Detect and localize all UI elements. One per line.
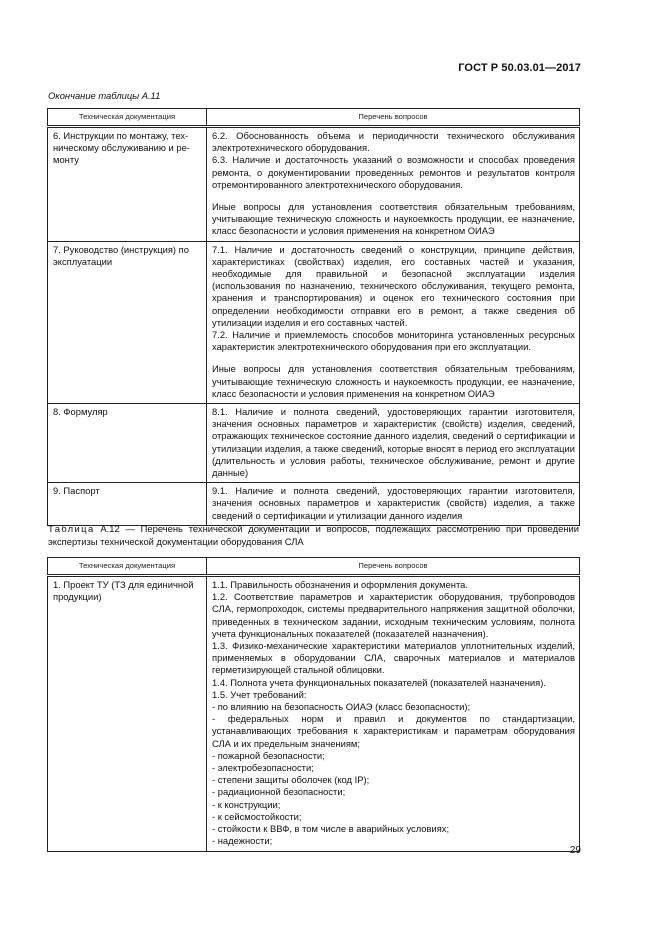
- column-header-documentation: Техническая документация: [48, 109, 207, 127]
- table-a12: [47, 557, 580, 852]
- table-a12-caption-label: Таблица: [48, 523, 95, 534]
- questions-cell: [207, 404, 580, 483]
- column-header-questions: Перечень вопросов: [207, 558, 580, 576]
- questions-paragraph: 6.2. Обоснованность объема и периодичности технического обслуживания электротехнического оборудования. 6.3. Наличие и достаточность указаний о возможности и способах проведения ремонта, о документировании проведенных ремонтов и результатов контроля отремонтированного электротехнического оборудования.: [212, 130, 575, 190]
- table-header-row: [48, 109, 580, 127]
- table-row: [48, 127, 580, 242]
- table-row: [48, 576, 580, 852]
- questions-paragraph: 7.1. Наличие и достаточность сведений о конструкции, принципе действия, характеристиках (свойствах) изделия, его составных частей и указания, необходимые для правильной и безопасной эксплуатации изделия (использования по назначению, технического обслуживания, текущего ремонта, хранения и транспортирования) и оценок его технического состояния при определении необходимости отправки его в ремонт, а также сведения об утилизации изделия и его составных частей. 7.2. Наличие и приемлемость способов мониторинга установленных ресурсных характеристик электротехнического оборудования при его эксплуатации.: [212, 243, 575, 353]
- documentation-cell: 1. Проект ТУ (ТЗ для единичной продукции): [48, 576, 207, 852]
- questions-paragraph: 1.1. Правильность обозначения и оформления документа. 1.2. Соответствие параметров и характеристик оборудования, трубопроводов СЛА, гермопроходок, системы предварительного напряжения защитной оболочки, приведенных в техническом задании, исходным техническим условиям, полнота учета функциональных показателей (показателей назначения). 1.3. Физико-механические характеристики материалов уплотнительных изделий, применяемых в оборудовании СЛА, сварочных материалов и материалов герметизирующей стальной облицовки. 1.4. Полнота учета функциональных показателей (показателей назначения). 1.5. Учет требований: - по влиянию на безопасность ОИАЭ (класс безопасности); - федеральных норм и правил и документов по стандартизации, устанавливающих требования к характеристикам и параметрам оборудования СЛА и их предельным значениям; - пожарной безопасности; - электробезопасности; - степени защиты оболочек (код IP); - радиационной безопасности; - к конструкции; - к сейсмостойкости; - стойкости к ВВФ, в том числе в аварийных условиях; - надежности;: [212, 579, 575, 847]
- column-header-documentation: Техническая документация: [48, 558, 207, 576]
- page-number: 29: [569, 845, 581, 856]
- table-header-row: [48, 558, 580, 576]
- table-a12-caption: [48, 523, 579, 548]
- questions-cell: [207, 241, 580, 403]
- table-row: [48, 404, 580, 483]
- documentation-cell: 6. Инструкции по монтажу, тех- ническому обслуживанию и ре- монту: [48, 127, 207, 242]
- questions-cell: [207, 483, 580, 526]
- table-a11: [47, 108, 580, 526]
- questions-paragraph: 9.1. Наличие и полнота сведений, удостоверяющих гарантии изготовителя, значения основных параметров и характеристик (свойств) изделия, а также сведений о сертификации и утилизации данного изделия: [212, 485, 575, 521]
- documentation-cell: 9. Паспорт: [48, 483, 207, 526]
- questions-paragraph: 8.1. Наличие и полнота сведений, удостоверяющих гарантии изготовителя, значения основных параметров и характеристик (свойств) изделия, сведений, отражающих техническое состояние данного изделия, сведений о сертификации и утилизации изделия, а также сведений, которые вносят в период его эксплуатации (длительность и условия работы, техническое обслуживание, ремонт и другие данные): [212, 406, 575, 479]
- questions-paragraph: Иные вопросы для установления соответствия обязательным требованиям, учитывающие техническую сложность и наукоемкость продукции, ее назначение, класс безопасности и условия применения на конкретном ОИАЭ: [212, 363, 575, 399]
- questions-cell: [207, 576, 580, 852]
- documentation-cell: 8. Формуляр: [48, 404, 207, 483]
- documentation-cell: 7. Руководство (инструкция) по эксплуатации: [48, 241, 207, 403]
- table-row: [48, 241, 580, 403]
- table-a11-caption: Окончание таблицы А.11: [48, 90, 161, 101]
- column-header-questions: Перечень вопросов: [207, 109, 580, 127]
- table-row: [48, 483, 580, 526]
- questions-cell: [207, 127, 580, 242]
- questions-paragraph: Иные вопросы для установления соответствия обязательным требованиям, учитывающие техническую сложность и наукоемкость продукции, ее назначение, класс безопасности и условия применения на конкретном ОИАЭ: [212, 201, 575, 237]
- table-a12-caption-text: А.12 — Перечень технической документации и вопросов, подлежащих рассмотрению при проведении экспертизы технической документации оборудования СЛА: [48, 523, 579, 547]
- document-code: ГОСТ Р 50.03.01—2017: [458, 62, 581, 74]
